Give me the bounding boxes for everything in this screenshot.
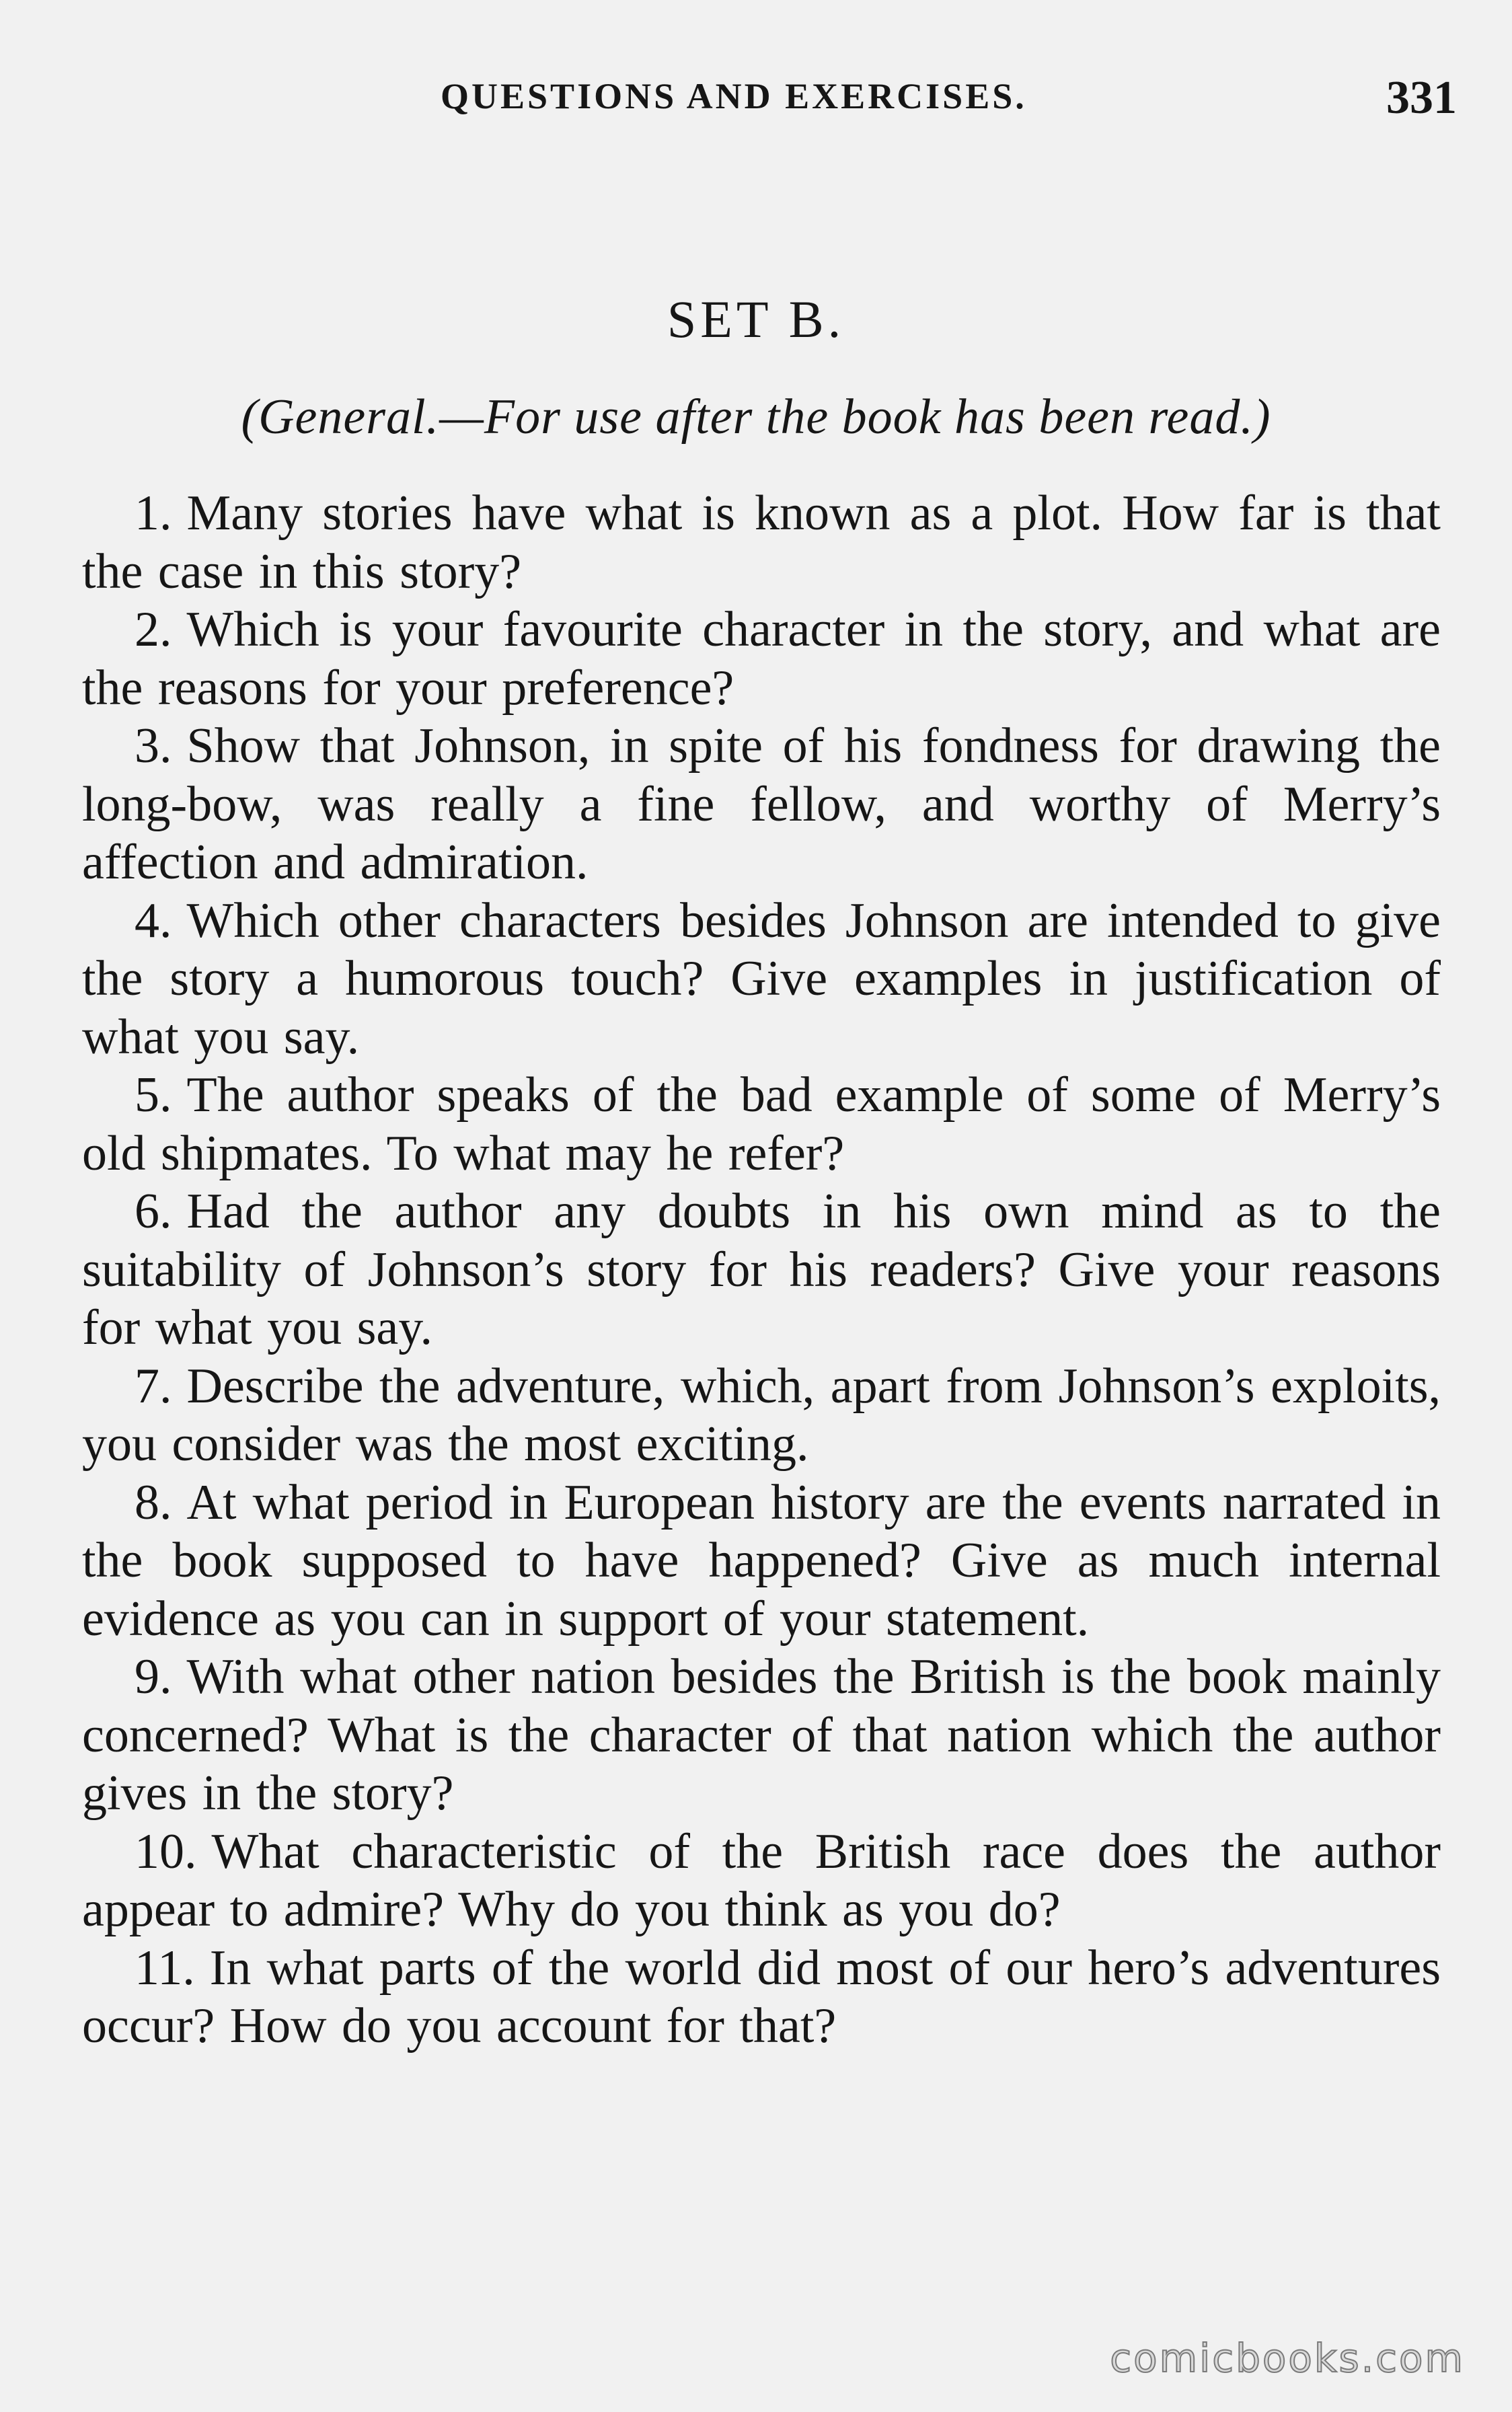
question-text: Which other characters besides Johnson are intended to give the story a humorous touch? Give examples in justification of what you say. bbox=[82, 893, 1441, 1065]
question-text: Many stories have what is known as a plot. How far is that the case in this story? bbox=[82, 486, 1441, 599]
question-number: 6. bbox=[135, 1184, 172, 1239]
section-subtitle: (General.—For use after the book has been read.) bbox=[241, 389, 1271, 445]
page-number: 331 bbox=[1386, 72, 1457, 124]
question-text: At what period in European history are the events narrated in the book supposed to have happened? Give as much internal evidence as you can in support of your statement. bbox=[82, 1474, 1441, 1647]
question-text: Describe the adventure, which, apart from Johnson’s exploits, you consider was the most exciting. bbox=[82, 1358, 1441, 1472]
question-text: What characteristic of the British race does the author appear to admire? Why do you think as you do? bbox=[82, 1823, 1441, 1937]
question-item bbox=[82, 1474, 1441, 1649]
question-item bbox=[82, 717, 1441, 892]
question-number: 1. bbox=[135, 486, 172, 541]
running-title: QUESTIONS AND EXERCISES. bbox=[441, 76, 1027, 116]
question-item bbox=[82, 1066, 1441, 1182]
question-number: 5. bbox=[135, 1067, 172, 1123]
question-item bbox=[82, 1357, 1441, 1474]
question-number: 9. bbox=[135, 1649, 172, 1704]
question-text: In what parts of the world did most of our hero’s adventures occur? How do you account for that? bbox=[82, 1940, 1441, 2053]
question-text: The author speaks of the bad example of some of Merry’s old shipmates. To what may he refer? bbox=[82, 1067, 1441, 1181]
question-text: With what other nation besides the British is the book mainly concerned? What is the character of that nation which the author gives in the story? bbox=[82, 1649, 1441, 1821]
question-list bbox=[82, 484, 1441, 2056]
question-number: 7. bbox=[135, 1358, 172, 1414]
question-number: 4. bbox=[135, 893, 172, 948]
question-number: 11. bbox=[135, 1940, 195, 1996]
question-number: 2. bbox=[135, 602, 172, 657]
question-number: 3. bbox=[135, 718, 172, 774]
question-item bbox=[82, 892, 1441, 1067]
question-item bbox=[82, 1182, 1441, 1357]
question-text: Had the author any doubts in his own mind as to the suitability of Johnson’s story for his readers? Give your reasons for what you say. bbox=[82, 1184, 1441, 1355]
question-item bbox=[82, 601, 1441, 717]
running-header bbox=[0, 72, 1512, 129]
question-item bbox=[82, 1648, 1441, 1823]
question-text: Show that Johnson, in spite of his fondness for drawing the long-bow, was really a fine fellow, and worthy of Merry’s affection and admiration. bbox=[82, 718, 1441, 890]
question-item bbox=[82, 484, 1441, 601]
question-number: 8. bbox=[135, 1474, 172, 1530]
question-number: 10. bbox=[135, 1823, 197, 1879]
question-text: Which is your favourite character in the story, and what are the reasons for your preference? bbox=[82, 602, 1441, 716]
section-title: SET B. bbox=[667, 290, 845, 348]
question-item bbox=[82, 1823, 1441, 1939]
question-item bbox=[82, 1939, 1441, 2056]
watermark: comicbooks.com bbox=[1110, 2335, 1465, 2381]
